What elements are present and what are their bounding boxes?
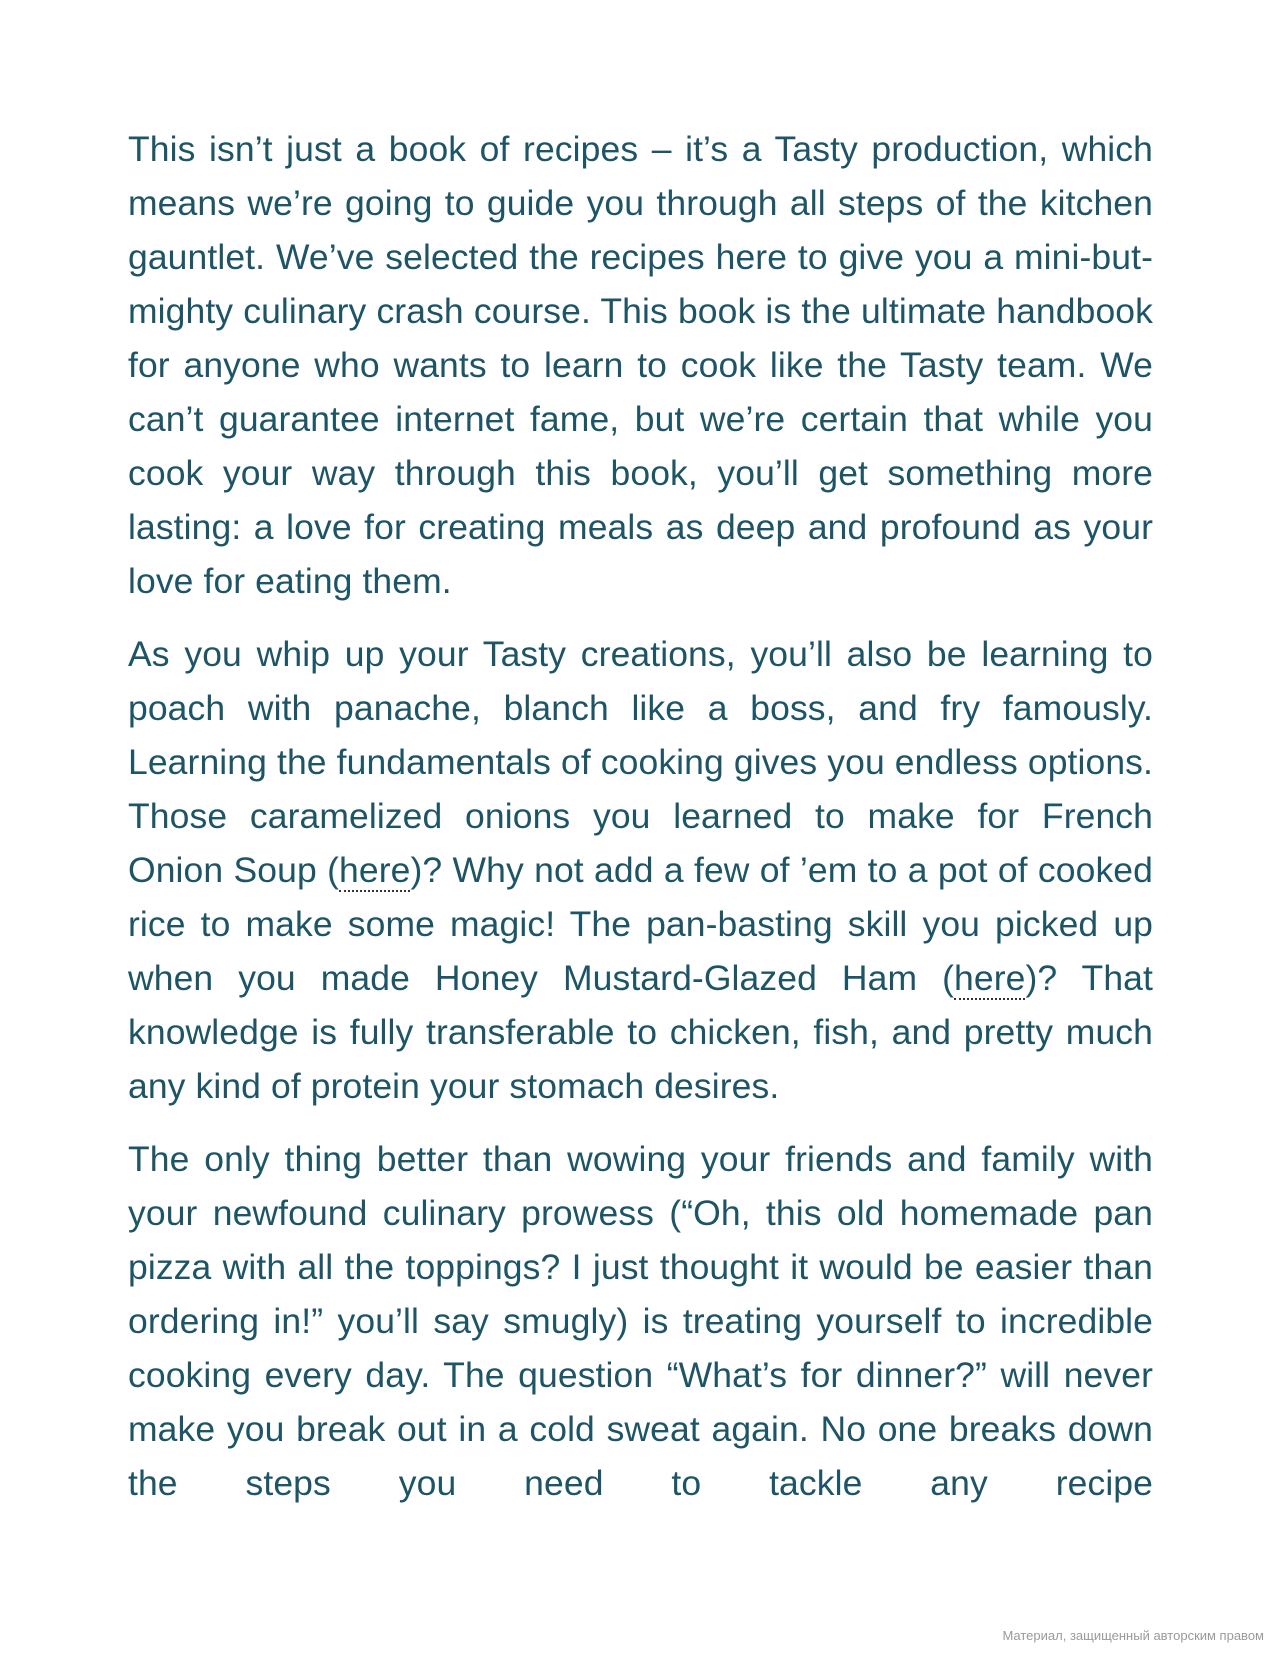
- paragraph-text-segment: )? That knowledge is fully transferable to chicken, fish, and pretty much any kind of protein your stomach desires.: [128, 958, 1153, 1106]
- honey-mustard-ham-link[interactable]: here: [954, 958, 1026, 998]
- paragraph-intro: This isn’t just a book of recipes – it’s a Tasty production, which means we’re going to guide you through all steps of the kitchen gauntlet. We’ve selected the recipes here to give you a mini-but-mighty culinary crash course. This book is the ultimate handbook for anyone who wants to learn to cook like the Tasty team. We can’t guarantee internet fame, but we’re certain that while you cook your way through this book, you’ll get something more lasting: a love for creating meals as deep and profound as your love for eating them.: [128, 129, 1153, 601]
- french-onion-soup-link[interactable]: here: [339, 850, 411, 890]
- paragraph-text-segment: As you whip up your Tasty creations, you’ll also be learning to poach with panache, blanch like a boss, and fry famously. Learning the fundamentals of cooking gives you endless options. Those caramelized onions you learned to make for French Onion Soup (: [128, 634, 1153, 890]
- paragraph-everyday-cooking: The only thing better than wowing your friends and family with your newfound culinary prowess (“Oh, this old homemade pan pizza with all the toppings? I just thought it would be easier than ordering in!” you’ll say smugly) is treating yourself to incredible cooking every day. The question “What’s for dinner?” will never make you break out in a cold sweat again. No one breaks down the steps you need to tackle any recipe: [128, 1139, 1153, 1503]
- paragraph-text-segment: )? Why not add a few of ’em to a pot of cooked rice to make some magic! The pan-basting skill you picked up when you made Honey Mustard-Glazed Ham (: [128, 850, 1153, 998]
- paragraph-fundamentals: [128, 627, 1153, 1113]
- book-page-body: [128, 122, 1153, 1510]
- copyright-watermark: Материал, защищенный авторским правом: [1002, 1628, 1264, 1643]
